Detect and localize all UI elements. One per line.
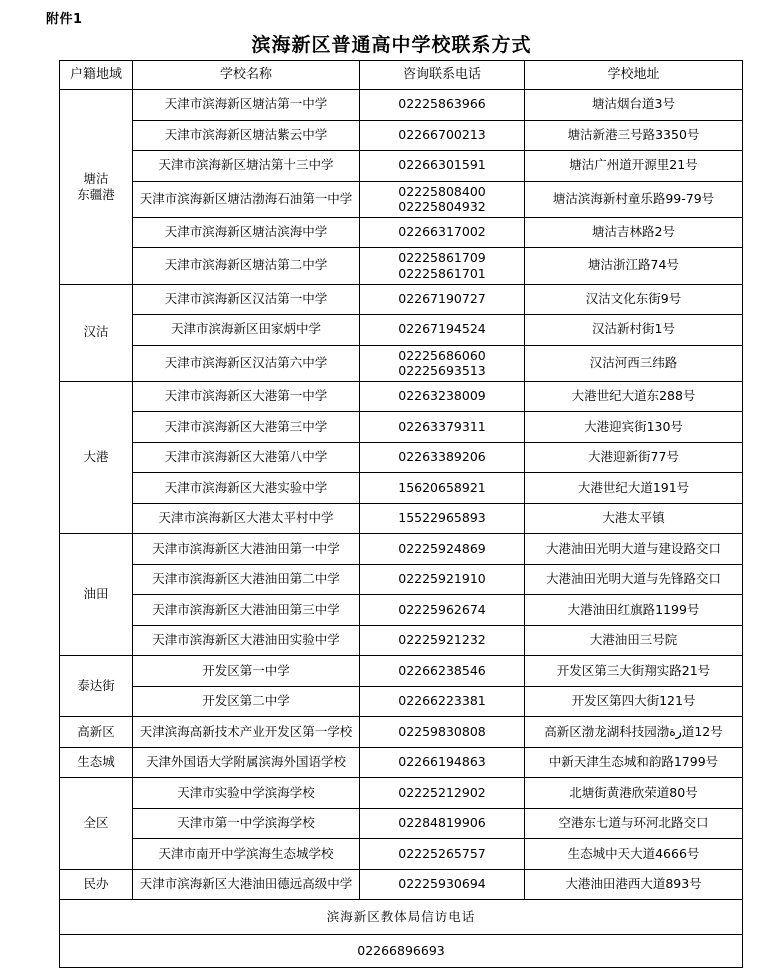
table-row (60, 717, 743, 748)
table-row (60, 248, 743, 284)
cell-phone: 02225930694 (360, 869, 525, 900)
cell-phone (360, 181, 525, 217)
cell-school-name: 天津市滨海新区塘沽第二中学 (133, 248, 360, 284)
phone-number: 02225861709 (398, 250, 486, 266)
cell-address: 大港油田红旗路1199号 (525, 595, 743, 626)
cell-region: 油田 (60, 534, 133, 656)
cell-region: 生态城 (60, 747, 133, 778)
table-row (60, 625, 743, 656)
cell-address: 汉沽河西三纬路 (525, 345, 743, 381)
cell-phone: 02267194524 (360, 315, 525, 346)
cell-phone: 02225924869 (360, 534, 525, 565)
cell-school-name: 天津外国语大学附属滨海外国语学校 (133, 747, 360, 778)
cell-address: 塘沽滨海新村童乐路99-79号 (525, 181, 743, 217)
cell-phone: 02225921232 (360, 625, 525, 656)
table-header (60, 61, 743, 90)
cell-address: 大港油田光明大道与先锋路交口 (525, 564, 743, 595)
table-row (60, 656, 743, 687)
cell-phone: 15522965893 (360, 503, 525, 534)
cell-school-name: 天津市滨海新区大港第一中学 (133, 381, 360, 412)
column-header-school: 学校名称 (133, 61, 360, 90)
table-row (60, 90, 743, 121)
page-title: 滨海新区普通高中学校联系方式 (251, 34, 532, 56)
attachment-label: 附件1 (46, 12, 83, 27)
column-header-address: 学校地址 (525, 61, 743, 90)
table-row (60, 564, 743, 595)
cell-address: 开发区第三大街翔实路21号 (525, 656, 743, 687)
cell-phone: 02266317002 (360, 217, 525, 248)
cell-address: 生态城中天大道4666号 (525, 839, 743, 870)
cell-address: 高新区渤龙湖科技园渤رة道12号 (525, 717, 743, 748)
cell-address: 大港迎宾街130号 (525, 412, 743, 443)
cell-phone: 02284819906 (360, 808, 525, 839)
phone-number: 02225693513 (398, 363, 486, 379)
cell-school-name: 天津市滨海新区塘沽渤海石油第一中学 (133, 181, 360, 217)
table-row (60, 181, 743, 217)
table-row (60, 217, 743, 248)
cell-region: 全区 (60, 778, 133, 870)
cell-phone: 02266700213 (360, 120, 525, 151)
cell-phone: 02266223381 (360, 686, 525, 717)
cell-school-name: 天津市滨海新区大港油田德远高级中学 (133, 869, 360, 900)
cell-school-name: 天津市滨海新区大港第八中学 (133, 442, 360, 473)
table-header-row (60, 61, 743, 90)
cell-school-name: 天津市滨海新区汉沽第六中学 (133, 345, 360, 381)
cell-school-name: 天津市滨海新区大港第三中学 (133, 412, 360, 443)
table-row (60, 839, 743, 870)
cell-region: 民办 (60, 869, 133, 900)
phone-number: 02225804932 (398, 199, 486, 215)
cell-school-name: 天津市实验中学滨海学校 (133, 778, 360, 809)
table-row (60, 120, 743, 151)
cell-phone: 02259830808 (360, 717, 525, 748)
table-row (60, 381, 743, 412)
table-row (60, 503, 743, 534)
cell-address: 大港油田三号院 (525, 625, 743, 656)
cell-school-name: 天津市滨海新区大港油田实验中学 (133, 625, 360, 656)
footer-title-row (60, 900, 743, 935)
cell-phone: 02263238009 (360, 381, 525, 412)
cell-phone: 02266238546 (360, 656, 525, 687)
cell-phone: 02266301591 (360, 151, 525, 182)
table-footer (60, 900, 743, 968)
cell-address: 大港油田光明大道与建设路交口 (525, 534, 743, 565)
cell-region (60, 90, 133, 285)
cell-region: 泰达街 (60, 656, 133, 717)
table-row (60, 442, 743, 473)
cell-school-name: 天津市滨海新区塘沽第一中学 (133, 90, 360, 121)
cell-region: 高新区 (60, 717, 133, 748)
cell-region: 汉沽 (60, 284, 133, 381)
cell-phone: 02267190727 (360, 284, 525, 315)
footer-title: 滨海新区教体局信访电话 (60, 900, 743, 935)
table-row (60, 808, 743, 839)
cell-phone: 02225962674 (360, 595, 525, 626)
table-row (60, 869, 743, 900)
cell-phone: 02263389206 (360, 442, 525, 473)
cell-address: 开发区第四大街121号 (525, 686, 743, 717)
cell-address: 北塘街黄港欣荣道80号 (525, 778, 743, 809)
cell-address: 塘沽广州道开源里21号 (525, 151, 743, 182)
cell-school-name: 开发区第二中学 (133, 686, 360, 717)
cell-school-name: 天津市滨海新区汉沽第一中学 (133, 284, 360, 315)
cell-school-name: 天津市滨海新区大港油田第三中学 (133, 595, 360, 626)
school-contact-table (59, 60, 743, 968)
table-row (60, 534, 743, 565)
cell-address: 塘沽新港三号路3350号 (525, 120, 743, 151)
cell-address: 塘沽浙江路74号 (525, 248, 743, 284)
cell-phone: 02263379311 (360, 412, 525, 443)
phone-number: 02225861701 (398, 265, 486, 281)
table-row (60, 473, 743, 504)
column-header-region: 户籍地域 (60, 61, 133, 90)
cell-region: 大港 (60, 381, 133, 534)
cell-school-name: 天津市滨海新区大港油田第二中学 (133, 564, 360, 595)
cell-address: 汉沽新村街1号 (525, 315, 743, 346)
cell-phone: 02225212902 (360, 778, 525, 809)
cell-school-name: 天津市滨海新区田家炳中学 (133, 315, 360, 346)
table-row (60, 284, 743, 315)
footer-phone: 02266896693 (60, 935, 743, 968)
column-header-phone: 咨询联系电话 (360, 61, 525, 90)
cell-school-name: 天津市滨海新区大港太平村中学 (133, 503, 360, 534)
cell-phone: 02266194863 (360, 747, 525, 778)
table-row (60, 778, 743, 809)
cell-phone: 02225921910 (360, 564, 525, 595)
table-row (60, 315, 743, 346)
cell-address: 塘沽吉林路2号 (525, 217, 743, 248)
table-row (60, 345, 743, 381)
cell-address: 大港迎新街77号 (525, 442, 743, 473)
table-row (60, 686, 743, 717)
cell-school-name: 天津市滨海新区塘沽紫云中学 (133, 120, 360, 151)
cell-school-name: 天津市滨海新区大港实验中学 (133, 473, 360, 504)
cell-address: 大港油田港西大道893号 (525, 869, 743, 900)
cell-address: 中新天津生态城和韵路1799号 (525, 747, 743, 778)
cell-school-name: 天津市滨海新区塘沽滨海中学 (133, 217, 360, 248)
cell-school-name: 开发区第一中学 (133, 656, 360, 687)
cell-school-name: 天津市滨海新区大港油田第一中学 (133, 534, 360, 565)
cell-address: 大港太平镇 (525, 503, 743, 534)
cell-school-name: 天津市第一中学滨海学校 (133, 808, 360, 839)
cell-school-name: 天津市滨海新区塘沽第十三中学 (133, 151, 360, 182)
table-row (60, 747, 743, 778)
cell-phone: 02225863966 (360, 90, 525, 121)
phone-number: 02225808400 (398, 183, 486, 199)
cell-phone: 15620658921 (360, 473, 525, 504)
cell-phone (360, 248, 525, 284)
region-line: 塘沽 (83, 170, 109, 186)
cell-address: 汉沽文化东街9号 (525, 284, 743, 315)
table-row (60, 595, 743, 626)
cell-address: 大港世纪大道东288号 (525, 381, 743, 412)
table-row (60, 412, 743, 443)
cell-school-name: 天津滨海高新技术产业开发区第一学校 (133, 717, 360, 748)
phone-number: 02225686060 (398, 347, 486, 363)
footer-phone-row (60, 935, 743, 968)
table-row (60, 151, 743, 182)
region-line: 东疆港 (77, 186, 115, 202)
cell-address: 空港东七道与环河北路交口 (525, 808, 743, 839)
cell-address: 大港世纪大道191号 (525, 473, 743, 504)
cell-phone (360, 345, 525, 381)
cell-school-name: 天津市南开中学滨海生态城学校 (133, 839, 360, 870)
contact-table-wrapper (59, 60, 724, 968)
table-body (60, 90, 743, 900)
cell-address: 塘沽烟台道3号 (525, 90, 743, 121)
cell-phone: 02225265757 (360, 839, 525, 870)
